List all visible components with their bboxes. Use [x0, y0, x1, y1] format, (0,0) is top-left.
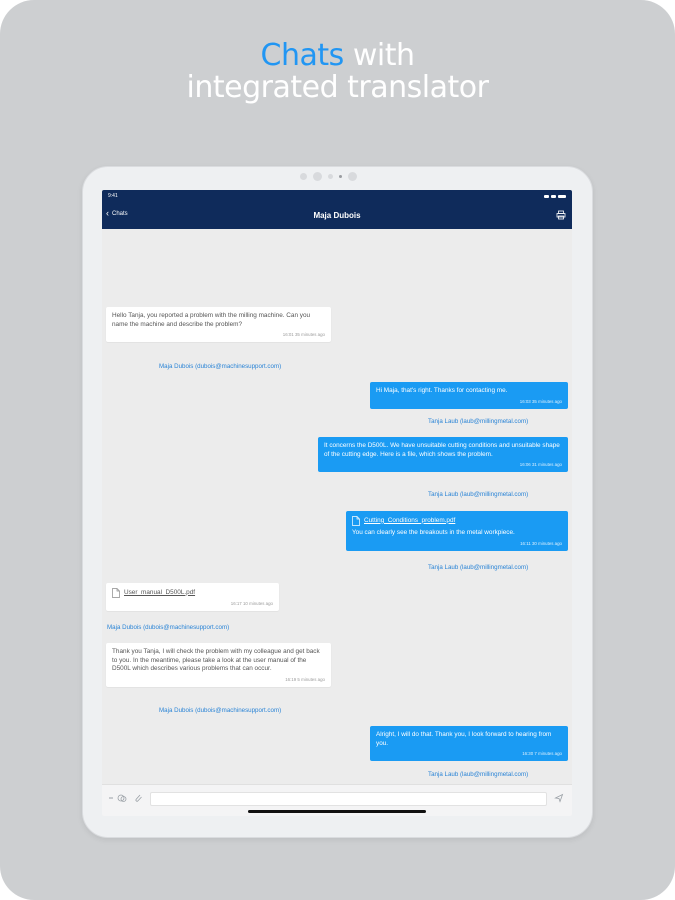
attachment-link[interactable] [352, 516, 562, 526]
message-sender[interactable]: Tanja Laub (laub@millingmetal.com) [428, 491, 529, 498]
message-incoming [106, 307, 331, 342]
chat-screen [102, 190, 572, 816]
message-time: 16:06 31 minutes ago [519, 462, 562, 468]
message-time: 16:30 7 minutes ago [522, 751, 562, 757]
message-time: 16:01 35 minutes ago [282, 332, 325, 338]
message-outgoing [346, 511, 568, 551]
message-time: 16:11 30 minutes ago [520, 540, 562, 546]
message-text: You can clearly see the breakouts in the metal workpiece. [352, 529, 515, 536]
message-incoming [106, 643, 331, 687]
home-indicator [248, 810, 426, 813]
message-outgoing [318, 437, 568, 472]
status-bar [102, 190, 572, 202]
back-button[interactable] [106, 209, 128, 218]
message-outgoing [370, 726, 568, 761]
attachment-filename: User_manual_D500L.pdf [124, 588, 196, 596]
message-incoming [106, 583, 279, 611]
document-icon [352, 516, 360, 526]
back-button-label: Chats [112, 210, 128, 217]
message-time: 16:19 5 minutes ago [285, 676, 325, 682]
printer-icon[interactable] [556, 210, 566, 220]
message-time: 16:03 35 minutes ago [519, 398, 562, 404]
message-text: Hi Maja, that's right. Thanks for contacting me. [376, 387, 508, 394]
message-sender[interactable]: Tanja Laub (laub@millingmetal.com) [428, 771, 529, 778]
headline-accent: Chats [260, 38, 344, 73]
chevron-left-icon: ‹ [106, 208, 109, 218]
message-sender[interactable]: Maja Dubois (dubois@machinesupport.com) [159, 363, 282, 370]
promo-headline [0, 40, 675, 104]
message-sender[interactable]: Tanja Laub (laub@millingmetal.com) [428, 418, 529, 425]
message-text: It concerns the D500L. We have unsuitable cutting conditions and unsuitable shape of the cutting edge. Here is a file, which shows the problem. [324, 442, 560, 458]
message-time: 16:17 10 minutes ago [230, 601, 273, 606]
send-icon[interactable] [554, 793, 564, 803]
message-outgoing [370, 382, 568, 409]
status-time: 9:41 [108, 193, 118, 199]
tablet-camera [300, 172, 357, 181]
message-text: Thank you Tanja, I will check the problem with my colleague and get back to you. In the meantime, please take a look at the user manual of the D500L which describes various problems that can occur. [112, 648, 320, 673]
headline-line-1 [0, 40, 675, 72]
conversation-title: Maja Dubois [313, 211, 361, 220]
message-sender[interactable]: Maja Dubois (dubois@machinesupport.com) [107, 624, 230, 631]
message-input[interactable] [150, 792, 547, 806]
attach-icon[interactable] [133, 793, 143, 803]
document-icon [112, 588, 120, 598]
headline-line-1-rest: with [343, 38, 415, 73]
attachment-link[interactable] [112, 588, 273, 598]
message-sender[interactable]: Tanja Laub (laub@millingmetal.com) [428, 564, 529, 571]
navigation-bar [102, 202, 572, 229]
message-text: Hello Tanja, you reported a problem with the milling machine. Can you name the machine and describe the problem? [112, 312, 311, 328]
minus-icon[interactable] [107, 793, 117, 803]
message-sender[interactable]: Maja Dubois (dubois@machinesupport.com) [159, 707, 282, 714]
status-icons [544, 195, 566, 198]
message-text: Alright, I will do that. Thank you, I look forward to hearing from you. [376, 731, 552, 747]
translate-icon[interactable] [117, 793, 127, 803]
headline-line-2: integrated translator [186, 70, 489, 105]
attachment-filename: Cutting_Conditions_problem.pdf [364, 516, 456, 524]
